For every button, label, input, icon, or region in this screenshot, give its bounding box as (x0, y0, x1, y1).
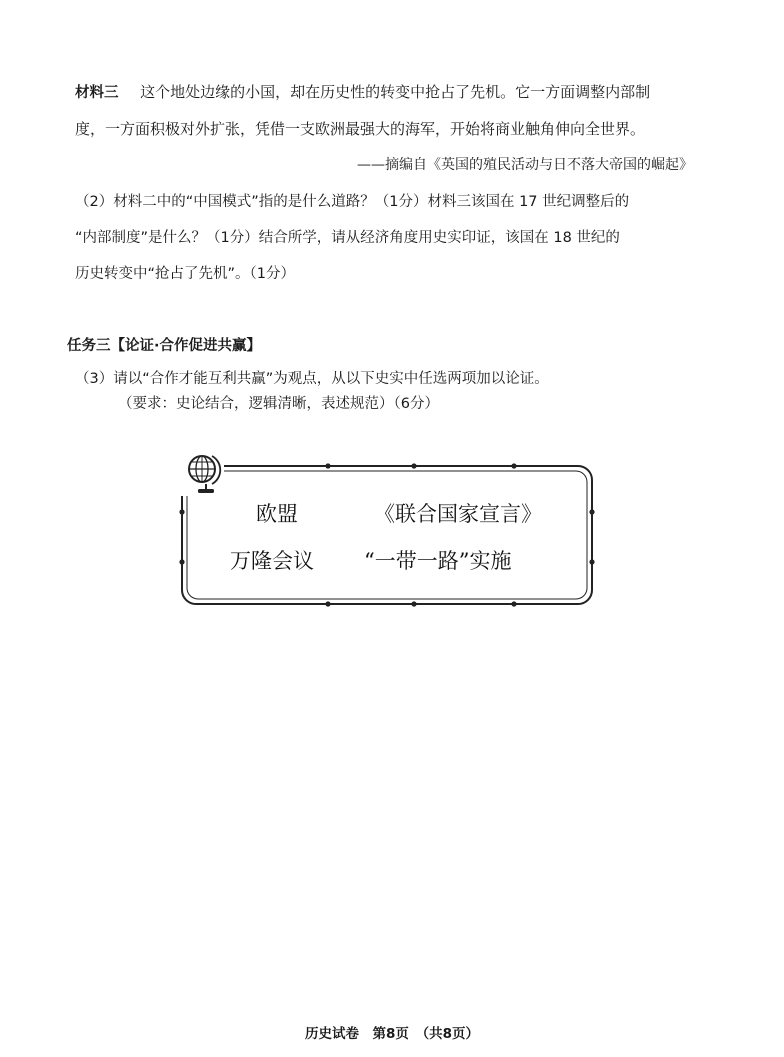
question3-line1: （3）请以“合作才能互利共赢”为观点，从以下史实中任选两项加以论证。 (75, 371, 549, 387)
question2-line1: （2）材料二中的“中国模式”指的是什么道路？（1分）材料三该国在 17 世纪调整后的 (75, 194, 630, 210)
globe-icon (182, 452, 226, 496)
option-un-declaration: 《联合国家宣言》 (374, 502, 542, 526)
material3-source: ——摘编自《英国的殖民活动与日不落大帝国的崛起》 (357, 157, 693, 173)
option-belt-and-road: “一带一路”实施 (364, 549, 512, 573)
question3-line2: （要求：史论结合，逻辑清晰，表述规范）（6分） (118, 396, 439, 412)
material3-label: 材料三 (75, 85, 119, 101)
frame-border (178, 452, 598, 610)
option-bandung-conference: 万隆会议 (230, 549, 314, 573)
material3-line1 (75, 82, 650, 103)
material3-text-1: 这个地处边缘的小国，却在历史性的转变中抢占了先机。它一方面调整内部制 (140, 83, 651, 101)
question2-line2: “内部制度”是什么？（1分）结合所学，请从经济角度用史实印证，该国在 18 世纪的 (75, 230, 620, 246)
option-eu: 欧盟 (256, 502, 298, 526)
task3-heading: 任务三【论证·合作促进共赢】 (67, 338, 262, 354)
question2-line3: 历史转变中“抢占了先机”。（1分） (75, 266, 295, 282)
options-frame (178, 452, 598, 610)
material3-line2: 度，一方面积极对外扩张，凭借一支欧洲最强大的海军，开始将商业触角伸向全世界。 (75, 120, 646, 138)
page-footer: 历史试卷 第8页 （共8页） (304, 1026, 480, 1042)
